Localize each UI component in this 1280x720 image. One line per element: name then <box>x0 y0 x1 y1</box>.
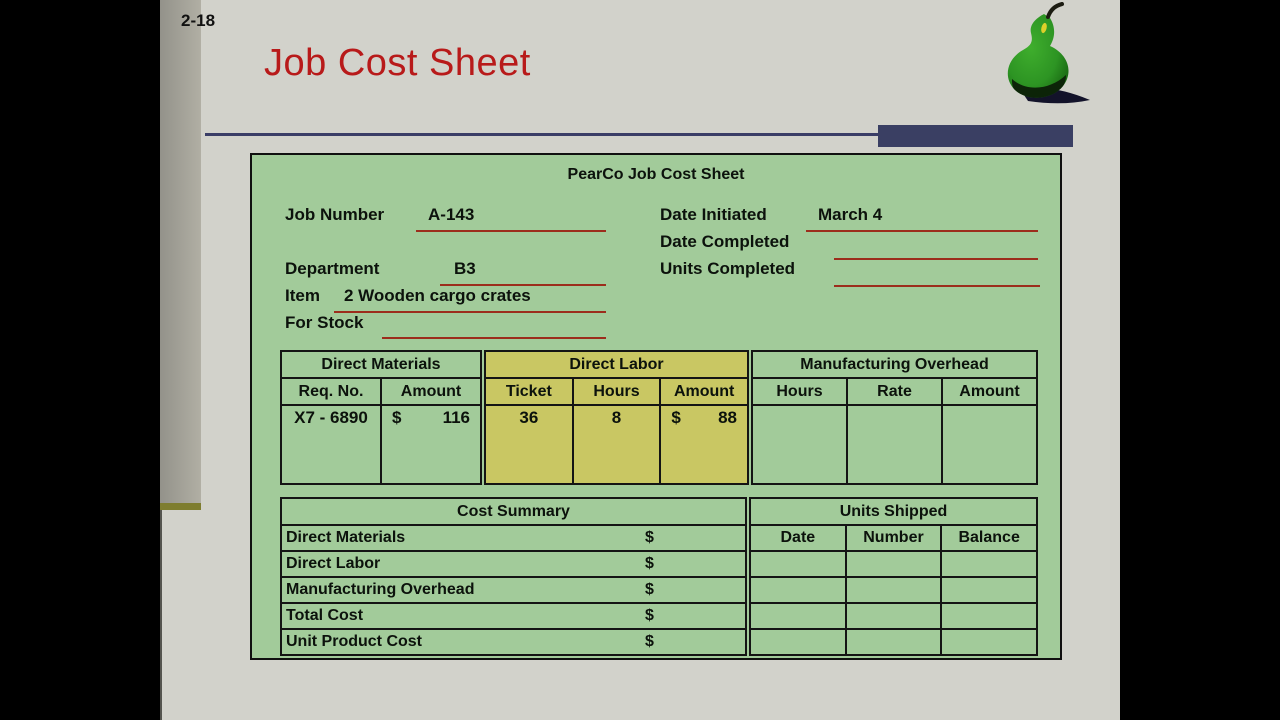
empty-cell <box>750 577 846 603</box>
olive-accent-line <box>160 503 201 510</box>
cost-summary-row-direct-labor: Direct Labor $ <box>281 551 746 577</box>
currency-sign: $ <box>645 581 654 598</box>
cost-summary-row-manufacturing-overhead: Manufacturing Overhead $ <box>281 577 746 603</box>
dm-amount: 116 <box>442 408 470 427</box>
field-label-department: Department <box>285 259 380 278</box>
cost-summary-table <box>280 497 747 656</box>
col-req-no: Req. No. <box>281 378 381 405</box>
empty-cell <box>750 629 846 655</box>
field-value-item: 2 Wooden cargo crates <box>344 286 531 305</box>
empty-cell <box>846 603 942 629</box>
cell-req-no: X7 - 6890 <box>281 405 381 484</box>
field-value-job-number: A-143 <box>428 205 475 224</box>
currency-sign: $ <box>645 633 654 650</box>
job-cost-form <box>250 153 1062 660</box>
manufacturing-overhead-header: Manufacturing Overhead <box>752 351 1037 378</box>
col-mo-hours: Hours <box>752 378 847 405</box>
empty-cell <box>750 603 846 629</box>
dm-currency: $ <box>392 408 402 427</box>
direct-materials-table <box>280 350 482 485</box>
field-label-date-initiated: Date Initiated <box>660 205 767 224</box>
field-label-date-completed: Date Completed <box>660 232 790 251</box>
empty-cell <box>941 603 1037 629</box>
col-mo-rate: Rate <box>847 378 942 405</box>
empty-cell <box>941 551 1037 577</box>
empty-cell <box>750 551 846 577</box>
direct-labor-table <box>484 350 749 485</box>
direct-materials-header: Direct Materials <box>281 351 481 378</box>
empty-cell <box>941 629 1037 655</box>
slide <box>160 0 1120 720</box>
empty-cell <box>846 551 942 577</box>
currency-sign: $ <box>645 529 654 546</box>
col-date: Date <box>750 525 846 551</box>
col-dl-hours: Hours <box>573 378 661 405</box>
divider-accent-block <box>878 125 1073 147</box>
cell-dm-amount <box>381 405 481 484</box>
left-accent-bar <box>160 0 201 503</box>
form-title: PearCo Job Cost Sheet <box>567 166 745 183</box>
manufacturing-overhead-table <box>751 350 1038 485</box>
cell-mo-amount <box>942 405 1037 484</box>
cell-mo-rate <box>847 405 942 484</box>
col-balance: Balance <box>941 525 1037 551</box>
currency-sign: $ <box>645 607 654 624</box>
empty-cell <box>941 577 1037 603</box>
field-value-department: B3 <box>454 259 476 278</box>
cell-dl-amount <box>660 405 748 484</box>
units-shipped-table <box>749 497 1038 656</box>
cell-ticket: 36 <box>485 405 573 484</box>
cost-summary-row-total-cost: Total Cost $ <box>281 603 746 629</box>
underline-job-number <box>416 230 606 232</box>
field-label-job-number: Job Number <box>285 205 385 224</box>
underline-item <box>334 311 606 313</box>
field-label-units-completed: Units Completed <box>660 259 796 278</box>
col-number: Number <box>846 525 942 551</box>
field-value-date-initiated: March 4 <box>818 205 883 224</box>
col-dm-amount: Amount <box>381 378 481 405</box>
empty-cell <box>846 577 942 603</box>
underline-date-initiated <box>806 230 1038 232</box>
page-title: Job Cost Sheet <box>264 42 531 84</box>
underline-for-stock <box>382 337 606 339</box>
direct-labor-header: Direct Labor <box>485 351 748 378</box>
cost-summary-header: Cost Summary <box>281 498 746 525</box>
col-mo-amount: Amount <box>942 378 1037 405</box>
dl-currency: $ <box>671 408 681 427</box>
empty-cell <box>846 629 942 655</box>
underline-units-completed <box>834 285 1040 287</box>
pear-logo-icon <box>988 2 1094 108</box>
cell-dl-hours: 8 <box>573 405 661 484</box>
cost-summary-row-direct-materials: Direct Materials $ <box>281 525 746 551</box>
cost-summary-row-unit-product-cost: Unit Product Cost $ <box>281 629 746 655</box>
col-dl-amount: Amount <box>660 378 748 405</box>
col-ticket: Ticket <box>485 378 573 405</box>
field-label-item: Item <box>285 286 320 305</box>
cell-mo-hours <box>752 405 847 484</box>
units-shipped-header: Units Shipped <box>750 498 1037 525</box>
field-label-for-stock: For Stock <box>285 313 364 332</box>
underline-date-completed <box>834 258 1038 260</box>
currency-sign: $ <box>645 555 654 572</box>
slide-number: 2-18 <box>181 11 216 30</box>
dl-amount: 88 <box>718 408 737 427</box>
